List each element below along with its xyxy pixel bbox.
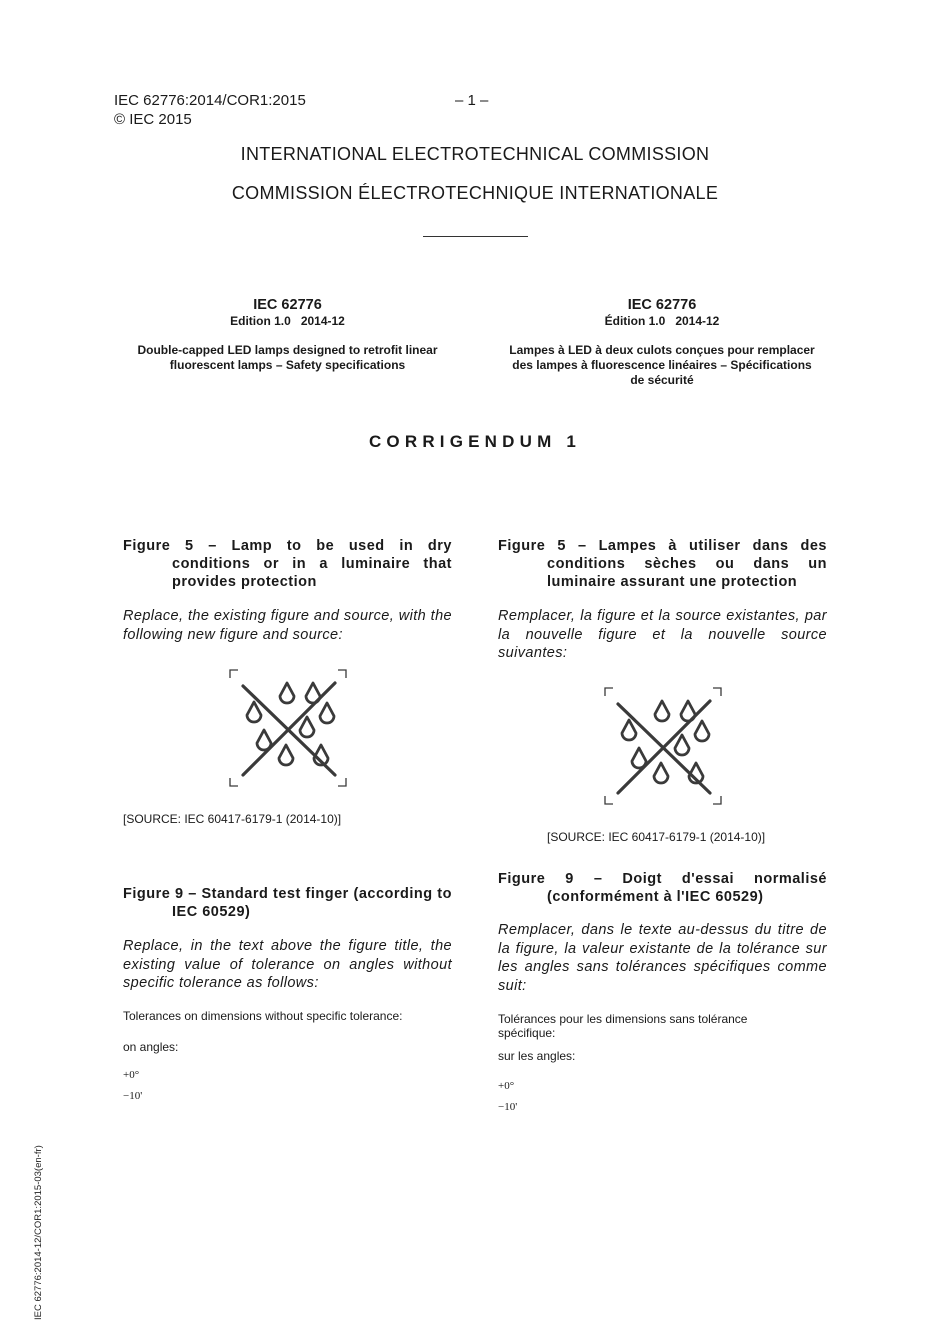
standard-block-fr: [507, 297, 817, 388]
tolerance-minus-fr: −10': [498, 1101, 518, 1113]
corrigendum-title: CORRIGENDUM 1: [368, 432, 582, 451]
organization-name-fr: COMMISSION ÉLECTROTECHNIQUE INTERNATIONALE: [231, 183, 719, 203]
tolerance-heading-fr: Tolérances pour les dimensions sans tolérance spécifique:: [498, 1012, 748, 1040]
standard-block-en: [120, 297, 455, 373]
standard-edition: Edition 1.0 2014-12: [230, 314, 345, 328]
fig5-instruction-en: Replace, the existing figure and source, with the following new figure and source:: [123, 608, 452, 643]
standard-title: Lampes à LED à deux culots conçues pour remplacer des lampes à fluorescence linéaires – Spécifications de sécurité: [509, 343, 815, 387]
standard-title: Double-capped LED lamps designed to retrofit linear fluorescent lamps – Safety specifications: [137, 343, 438, 372]
fig9-title-fr: Figure 9 – Doigt d'essai normalisé (conformément à l'IEC 60529): [498, 871, 827, 905]
standard-number: IEC 62776: [253, 297, 322, 313]
side-document-code: IEC 62776:2014-12/COR1:2015-03(en-fr): [33, 1145, 44, 1320]
tolerance-plus-fr: +0°: [498, 1080, 515, 1092]
fig9-title-en: Figure 9 – Standard test finger (according to IEC 60529): [123, 886, 452, 920]
tolerance-plus-en: +0°: [123, 1069, 140, 1081]
angles-label-en: on angles:: [123, 1040, 179, 1054]
page-number: – 1 –: [455, 92, 489, 109]
dry-conditions-lamp-symbol-icon: [604, 687, 722, 805]
copyright: © IEC 2015: [114, 111, 192, 128]
document-id: IEC 62776:2014/COR1:2015: [114, 92, 306, 109]
standard-edition: Édition 1.0 2014-12: [604, 314, 720, 328]
fig5-title-en: Figure 5 – Lamp to be used in dry conditions or in a luminaire that provides protection: [123, 538, 452, 590]
tolerance-minus-en: −10': [123, 1090, 143, 1102]
fig5-source-en: [SOURCE: IEC 60417-6179-1 (2014-10)]: [123, 812, 342, 826]
fig5-title-fr: Figure 5 – Lampes à utiliser dans des conditions sèches ou dans un luminaire assurant une protection: [498, 538, 827, 590]
tolerance-heading-en: Tolerances on dimensions without specific tolerance:: [123, 1009, 403, 1023]
dry-conditions-lamp-symbol-icon: [229, 669, 347, 787]
fig5-instruction-fr: Remplacer, la figure et la source existantes, par la nouvelle figure et la nouvelle source suivantes:: [498, 608, 827, 661]
fig9-instruction-en: Replace, in the text above the figure title, the existing value of tolerance on angles without specific tolerance as follows:: [123, 938, 452, 991]
fig9-instruction-fr: Remplacer, dans le texte au-dessus du titre de la figure, la valeur existante de la tolérance sur les angles sans tolérances spécifiques comme suit:: [498, 922, 827, 994]
organization-name-en: INTERNATIONAL ELECTROTECHNICAL COMMISSION: [240, 144, 710, 164]
divider: [423, 236, 528, 237]
standard-number: IEC 62776: [627, 297, 697, 313]
angles-label-fr: sur les angles:: [498, 1049, 576, 1063]
fig5-source-fr: [SOURCE: IEC 60417-6179-1 (2014-10)]: [547, 830, 766, 844]
